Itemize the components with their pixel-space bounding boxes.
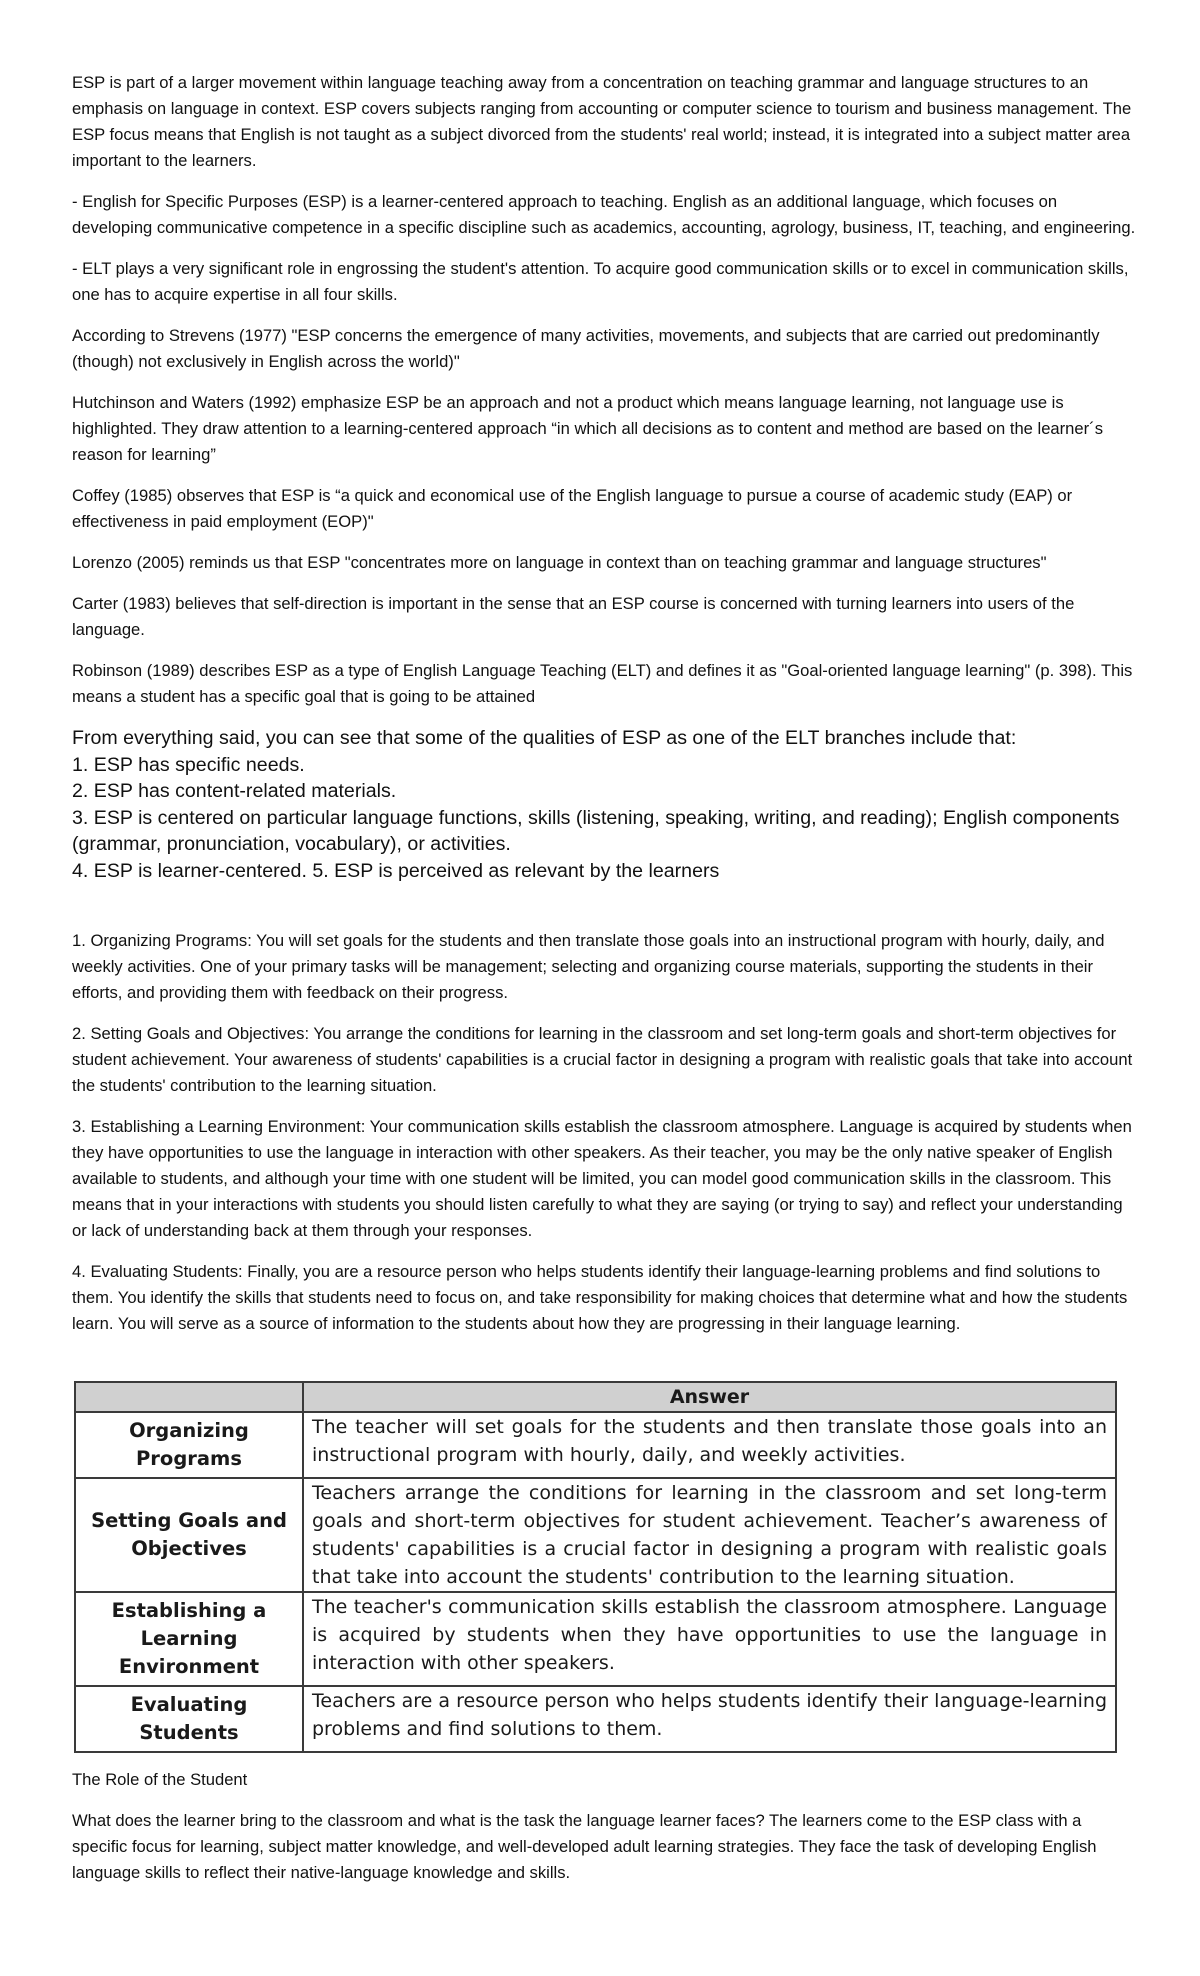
paragraph-robinson-quote: Robinson (1989) describes ESP as a type of English Language Teaching (ELT) and defines it as "Goal-oriented language learning" (p. 398). This means a student has a specific goal that is going to be attained [72, 661, 1133, 706]
paragraph-carter-quote: Carter (1983) believes that self-direction is important in the sense that an ESP course is concerned with turning learners into users of the language. [72, 594, 1075, 639]
list-item: 4. ESP is learner-centered. 5. ESP is perceived as relevant by the learners [72, 859, 720, 882]
table-header-answer: Answer [303, 1382, 1116, 1412]
paragraph-esp-definition: - English for Specific Purposes (ESP) is a learner-centered approach to teaching. English as an additional language, which focuses on developing communicative competence in a specific discipline such as academics, accounting, agrology, business, IT, teaching, and engineering. [72, 192, 1136, 237]
role-learning-environment: 3. Establishing a Learning Environment: Your communication skills establish the classroom atmosphere. Language is acquired by students when they have opportunities to use the language in interaction with other speakers. As their teacher, you may be the only native speaker of English available to students, and although your time with one student will be limited, you can model good communication skills in the classroom. This means that in your interactions with students you should listen carefully to what they are saying (or trying to say) and reflect your understanding or lack of understanding back at them through your responses. [72, 1117, 1132, 1240]
teacher-roles-section [72, 928, 1137, 1337]
list-item: 1. ESP has specific needs. [72, 753, 305, 776]
table-header-blank [75, 1382, 303, 1412]
table-cell-answer: The teacher's communication skills establish the classroom atmosphere. Language is acquired by students when they have opportunities to use the language in interaction with other speakers. [303, 1592, 1116, 1686]
table-header-row [75, 1382, 1116, 1412]
document-page [72, 70, 1137, 1901]
role-setting-goals: 2. Setting Goals and Objectives: You arrange the conditions for learning in the classroom and set long-term goals and short-term objectives for student achievement. Your awareness of students' capabilities is a crucial factor in designing a program with realistic goals that take into account the students' contribution to the learning situation. [72, 1024, 1133, 1095]
table-cell-term: Establishing a Learning Environment [75, 1592, 303, 1686]
student-role-section [72, 1767, 1137, 1886]
paragraph-coffey-quote: Coffey (1985) observes that ESP is “a quick and economical use of the English language to pursue a course of academic study (EAP) or effectiveness in paid employment (EOP)" [72, 486, 1073, 531]
list-item: 3. ESP is centered on particular language functions, skills (listening, speaking, writing, and reading); English components (grammar, pronunciation, vocabulary), or activities. [72, 806, 1120, 855]
role-organizing-programs: 1. Organizing Programs: You will set goals for the students and then translate those goals into an instructional program with hourly, daily, and weekly activities. One of your primary tasks will be management; selecting and organizing course materials, supporting the students in their efforts, and providing them with feedback on their progress. [72, 931, 1105, 1002]
table-row [75, 1686, 1116, 1752]
table-row [75, 1412, 1116, 1478]
table-cell-answer: Teachers arrange the conditions for learning in the classroom and set long-term goals and short-term objectives for student achievement. Teacher’s awareness of students' capabilities is a crucial factor in designing a program with realistic goals that take into account the students' contribution to the learning situation. [303, 1478, 1116, 1592]
list-item: 2. ESP has content-related materials. [72, 780, 397, 802]
esp-qualities-list [72, 725, 1137, 884]
paragraph-lorenzo-quote: Lorenzo (2005) reminds us that ESP "concentrates more on language in context than on teaching grammar and language structures" [72, 553, 1047, 572]
table-cell-answer: The teacher will set goals for the students and then translate those goals into an instructional program with hourly, daily, and weekly activities. [303, 1412, 1116, 1478]
paragraph-hutchinson-waters: Hutchinson and Waters (1992) emphasize ESP be an approach and not a product which means language learning, not language use is highlighted. They draw attention to a learning-centered approach “in which all decisions as to content and method are based on the learner´s reason for learning” [72, 393, 1103, 464]
table-row [75, 1478, 1116, 1592]
qualities-lead: From everything said, you can see that some of the qualities of ESP as one of the ELT branches include that: [72, 727, 1017, 749]
paragraph-strevens-quote: According to Strevens (1977) "ESP concerns the emergence of many activities, movements, and subjects that are carried out predominantly (though) not exclusively in English across the world)" [72, 326, 1100, 371]
table-cell-term: Evaluating Students [75, 1686, 303, 1752]
table-row [75, 1592, 1116, 1686]
paragraph-student-role: What does the learner bring to the classroom and what is the task the language learner faces? The learners come to the ESP class with a specific focus for learning, subject matter knowledge, and well-developed adult learning strategies. They face the task of developing English language skills to reflect their native-language knowledge and skills. [72, 1811, 1097, 1882]
table-cell-answer: Teachers are a resource person who helps students identify their language-learning problems and find solutions to them. [303, 1686, 1116, 1752]
paragraph-esp-movement: ESP is part of a larger movement within language teaching away from a concentration on teaching grammar and language structures to an emphasis on language in context. ESP covers subjects ranging from accounting or computer science to tourism and business management. The ESP focus means that English is not taught as a subject divorced from the students' real world; instead, it is integrated into a subject matter area important to the learners. [72, 73, 1132, 170]
role-evaluating-students: 4. Evaluating Students: Finally, you are a resource person who helps students identify their language-learning problems and find solutions to them. You identify the skills that students need to focus on, and take responsibility for making choices that determine what and how the students learn. You will serve as a source of information to the students about how they are progressing in their language learning. [72, 1262, 1128, 1333]
answer-table [74, 1381, 1117, 1753]
table-cell-term: Setting Goals and Objectives [75, 1478, 303, 1592]
table-cell-term: Organizing Programs [75, 1412, 303, 1478]
paragraph-elt-role: - ELT plays a very significant role in engrossing the student's attention. To acquire good communication skills or to excel in communication skills, one has to acquire expertise in all four skills. [72, 259, 1129, 304]
section-heading: The Role of the Student [72, 1770, 248, 1789]
